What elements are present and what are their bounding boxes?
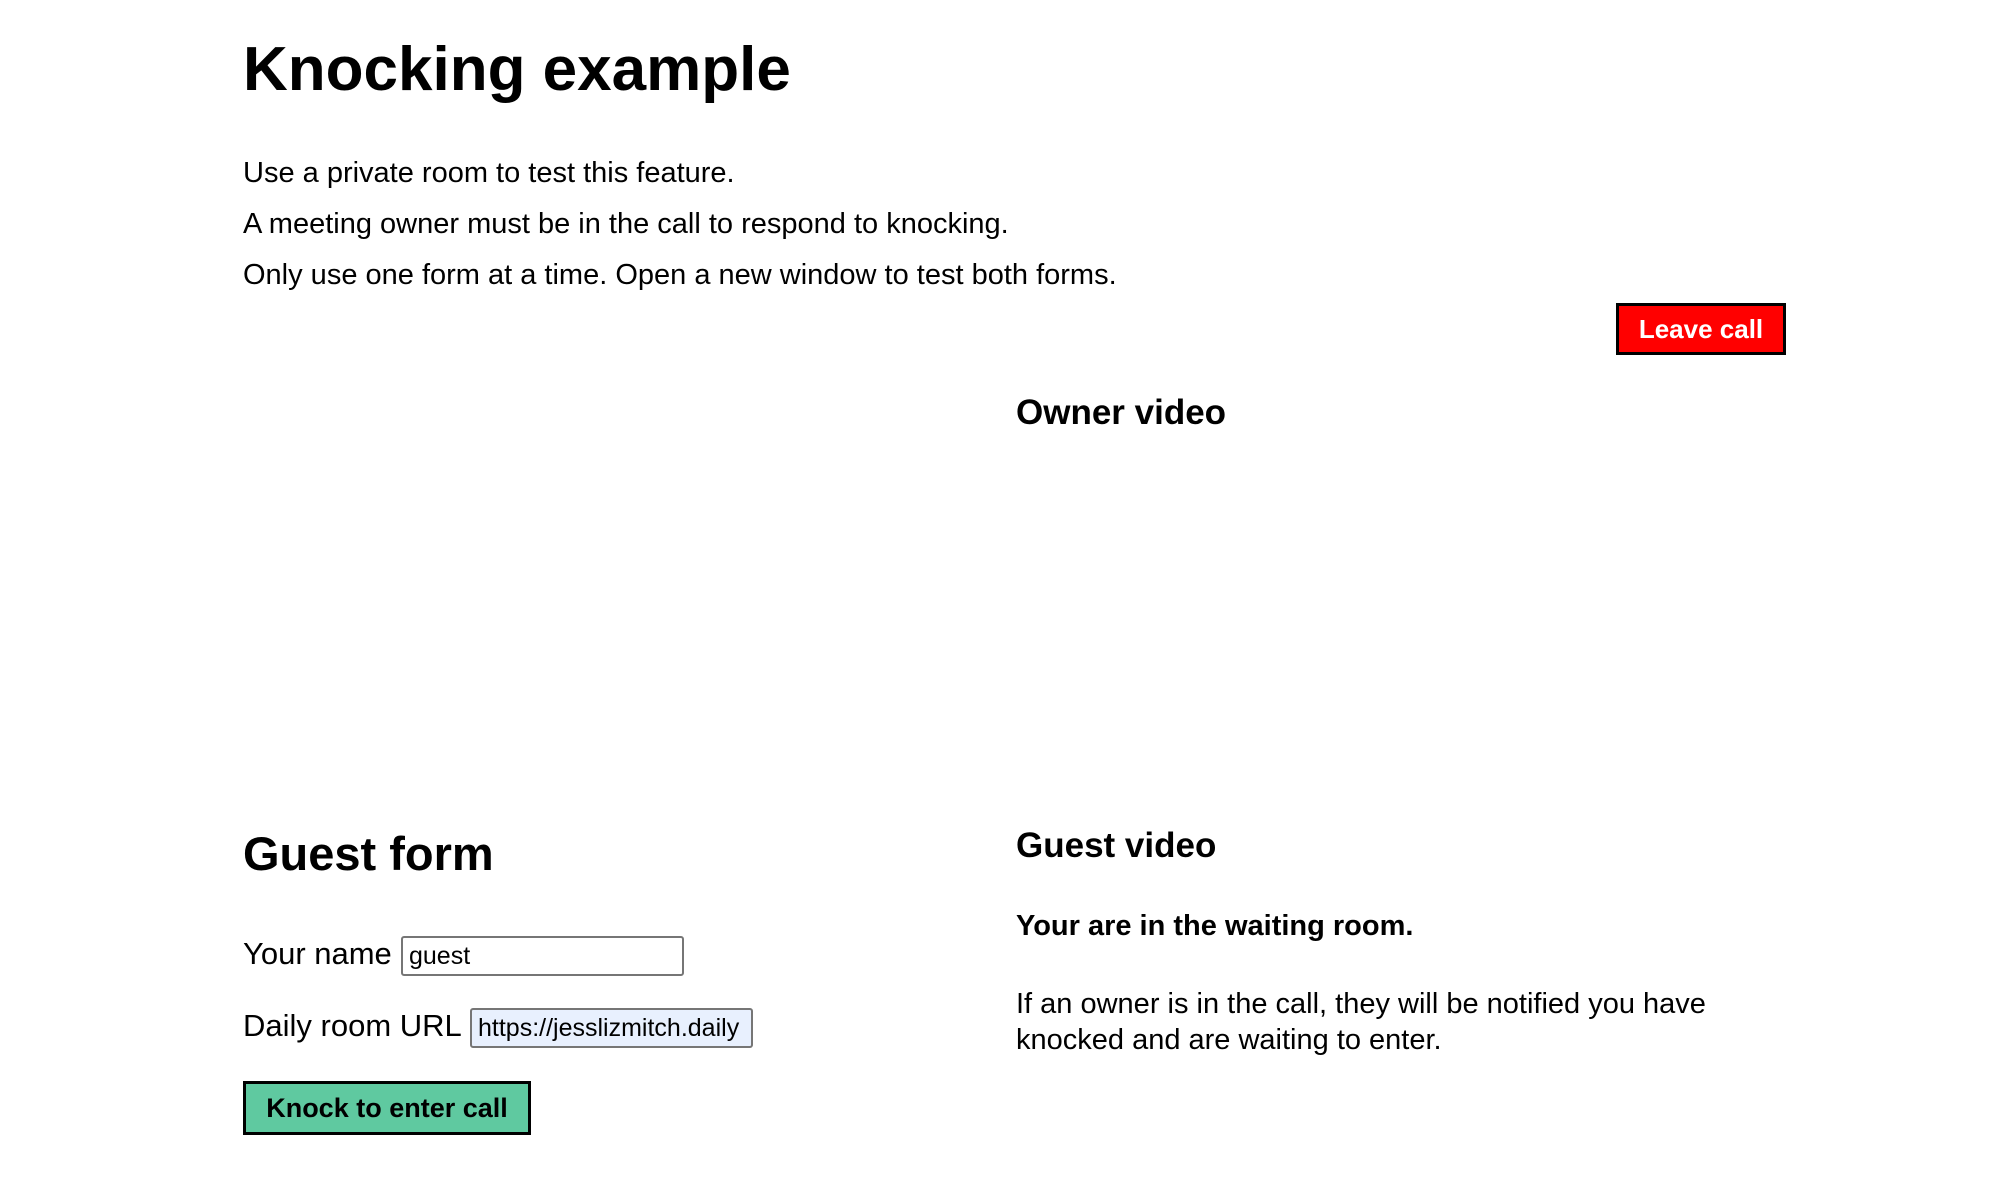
knock-to-enter-button[interactable]: Knock to enter call (243, 1081, 531, 1135)
intro-text-owner-required: A meeting owner must be in the call to respond to knocking. (243, 208, 1009, 240)
leave-call-button[interactable]: Leave call (1616, 303, 1786, 355)
name-label: Your name (243, 936, 392, 971)
guest-form-heading: Guest form (243, 827, 494, 880)
name-input[interactable] (401, 936, 684, 976)
intro-text-private-room: Use a private room to test this feature. (243, 157, 735, 189)
waiting-room-title: Your are in the waiting room. (1016, 910, 1414, 942)
guest-video-heading: Guest video (1016, 826, 1217, 865)
page-title: Knocking example (243, 35, 791, 104)
waiting-room-description: If an owner is in the call, they will be notified you have knocked and are waiting to enter. (1016, 988, 1706, 1056)
owner-video-heading: Owner video (1016, 393, 1227, 432)
room-url-label: Daily room URL (243, 1008, 462, 1043)
room-url-input[interactable] (470, 1008, 753, 1048)
intro-text-one-form: Only use one form at a time. Open a new window to test both forms. (243, 259, 1117, 291)
